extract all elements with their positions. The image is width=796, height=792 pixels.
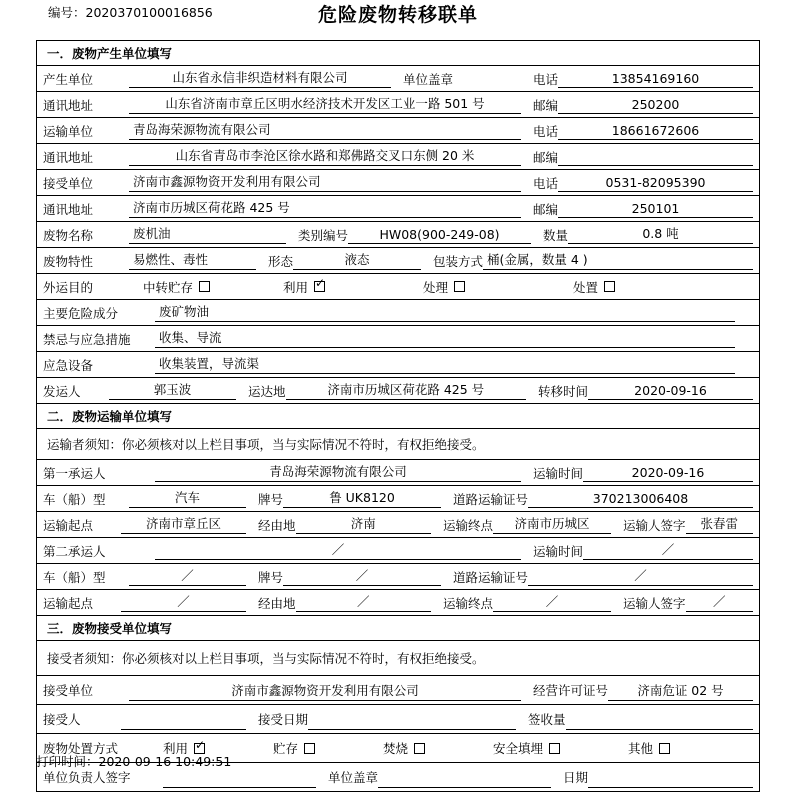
label-producer-phone: 电话: [533, 71, 559, 87]
value-carrier1-name: 青岛海荣源物流有限公司: [155, 462, 521, 482]
row-carrier2-vehicle: [37, 564, 759, 590]
label-reception-unit: 接受单位: [43, 683, 94, 698]
label-transport-unit: 运输单位: [43, 123, 94, 139]
option-storage-label: 中转贮存: [143, 279, 194, 295]
label-quantity: 数量: [543, 227, 569, 243]
label-unit-seal-2: 单位盖章: [328, 770, 379, 785]
label-receipt-qty: 签收量: [528, 712, 566, 727]
checkbox-disposal-store[interactable]: [304, 743, 315, 754]
checkbox-storage[interactable]: [199, 281, 210, 292]
row-transport-unit: [37, 118, 759, 144]
label-receiver-address: 通讯地址: [43, 201, 94, 217]
checkbox-treat[interactable]: [454, 281, 465, 292]
label-receiver-unit: 接受单位: [43, 175, 94, 191]
label-category-no: 类别编号: [298, 227, 349, 243]
page-title: 危险废物转移联单: [317, 4, 478, 26]
option-treat-label: 处理: [423, 279, 449, 295]
row-reception-unit: [37, 676, 759, 705]
value-reception-unit: 济南市鑫源物资开发利用有限公司: [129, 681, 521, 701]
value-transport-phone: 18661672606: [558, 122, 753, 140]
label-carrier1-sign: 运输人签字: [623, 517, 686, 533]
label-carrier2-terminus: 运输终点: [443, 595, 494, 611]
document-header: [0, 0, 796, 40]
label-carrier1-road-license: 道路运输证号: [453, 491, 529, 507]
value-carrier2-terminus: ／: [493, 592, 611, 612]
label-transport-address: 通讯地址: [43, 149, 94, 165]
value-receiver-address: 济南市历城区荷花路 425 号: [129, 198, 521, 218]
label-receive-date: 接受日期: [258, 712, 309, 727]
row-transporter-notice: [37, 429, 759, 460]
label-reception-date: 日期: [563, 770, 589, 785]
label-shipper: 发运人: [43, 383, 81, 399]
label-receiver-phone: 电话: [533, 175, 559, 191]
value-producer-postcode: 250200: [558, 96, 753, 114]
row-out-purpose: [37, 274, 759, 300]
label-carrier1-plate-no: 牌号: [258, 491, 284, 507]
value-package-type: 桶(金属，数量 4 ): [483, 250, 753, 270]
value-carrier2-transport-time: ／: [583, 540, 753, 560]
option-disposal-other-label: 其他: [628, 741, 654, 756]
label-producer-address: 通讯地址: [43, 97, 94, 113]
label-receiver-postcode: 邮编: [533, 201, 559, 217]
value-receiver-phone: 0531-82095390: [558, 174, 753, 192]
row-shipper: [37, 378, 759, 404]
label-disposal-method: 废物处置方式: [43, 741, 119, 756]
label-carrier2-plate-no: 牌号: [258, 569, 284, 585]
value-carrier2-via: ／: [296, 592, 431, 612]
section-header-producer: [37, 41, 759, 66]
row-taboo-measures: [37, 326, 759, 352]
row-carrier1-name: [37, 460, 759, 486]
label-carrier1-terminus: 运输终点: [443, 517, 494, 533]
label-out-purpose: 外运目的: [43, 279, 94, 295]
row-transport-address: [37, 144, 759, 170]
row-main-hazard: [37, 300, 759, 326]
value-transfer-time: 2020-09-16: [588, 382, 753, 400]
label-waste-form: 形态: [268, 253, 294, 269]
checkbox-dispose[interactable]: [604, 281, 615, 292]
row-reception-person: [37, 705, 759, 734]
label-transport-phone: 电话: [533, 123, 559, 139]
value-taboo-measures: 收集、导流: [155, 328, 735, 348]
label-package-type: 包装方式: [433, 253, 484, 269]
row-receiver-unit: [37, 170, 759, 196]
row-receiver-notice: [37, 641, 759, 676]
value-reception-person: [121, 712, 246, 730]
value-carrier1-road-license: 370213006408: [528, 490, 753, 508]
value-carrier2-origin: ／: [121, 592, 246, 612]
value-carrier1-via: 济南: [296, 514, 431, 534]
label-waste-property: 废物特性: [43, 253, 94, 269]
row-carrier2-name: [37, 538, 759, 564]
label-carrier2-sign: 运输人签字: [623, 595, 686, 611]
checkbox-disposal-landfill[interactable]: [549, 743, 560, 754]
section-header-transport: [37, 404, 759, 429]
document-number-label: 编号：: [48, 5, 86, 20]
value-transport-postcode: [558, 148, 753, 166]
label-emergency-equip: 应急设备: [43, 357, 94, 373]
row-waste-property: [37, 248, 759, 274]
value-waste-form: 液态: [293, 250, 421, 270]
value-waste-name: 废机油: [129, 224, 286, 244]
option-disposal-incinerate-label: 焚烧: [383, 741, 409, 756]
section-2-label: 二．废物运输单位填写: [47, 409, 173, 424]
value-carrier1-vehicle-type: 汽车: [129, 488, 246, 508]
label-waste-name: 废物名称: [43, 227, 94, 243]
option-dispose-label: 处置: [573, 279, 599, 295]
option-utilize[interactable]: [283, 278, 325, 296]
value-shipper: 郭玉波: [109, 380, 236, 400]
value-carrier2-road-license: ／: [528, 566, 753, 586]
label-carrier1-transport-time: 运输时间: [533, 465, 584, 481]
row-carrier1-vehicle: [37, 486, 759, 512]
label-reception-person: 接受人: [43, 712, 81, 727]
value-transport-address: 山东省青岛市李沧区徐水路和郑佛路交叉口东侧 20 米: [129, 146, 521, 166]
label-responsible-sign: 单位负责人签字: [43, 770, 131, 785]
value-carrier2-name: ／: [155, 540, 521, 560]
value-receiver-postcode: 250101: [558, 200, 753, 218]
row-receiver-address: [37, 196, 759, 222]
value-transport-unit: 青岛海荣源物流有限公司: [129, 120, 521, 140]
label-carrier1-origin: 运输起点: [43, 517, 94, 533]
value-producer-phone: 13854169160: [558, 70, 753, 88]
label-business-license: 经营许可证号: [533, 683, 609, 698]
value-emergency-equip: 收集装置，导流渠: [155, 354, 735, 374]
label-carrier2-via: 经由地: [258, 595, 296, 611]
value-carrier1-transport-time: 2020-09-16: [583, 464, 753, 482]
option-disposal-utilize-label: 利用: [163, 741, 189, 756]
receiver-notice: 接受者须知：你必须核对以上栏目事项，当与实际情况不符时，有权拒绝接受。: [47, 651, 485, 666]
label-transport-postcode: 邮编: [533, 149, 559, 165]
value-carrier1-sign: 张春雷: [686, 514, 753, 534]
row-carrier1-route: [37, 512, 759, 538]
print-time-value: 2020-09-16 10:49:51: [98, 754, 232, 769]
value-producer-address: 山东省济南市章丘区明水经济技术开发区工业一路 501 号: [129, 94, 521, 114]
section-3-label: 三．废物接受单位填写: [47, 621, 173, 636]
label-carrier1: 第一承运人: [43, 465, 106, 481]
document-number-value: 2020370100016856: [85, 5, 213, 20]
value-waste-property: 易燃性、毒性: [129, 250, 256, 270]
label-taboo-measures: 禁忌与应急措施: [43, 331, 131, 347]
option-utilize-label: 利用: [283, 279, 309, 295]
label-unit-seal-1: 单位盖章: [403, 71, 454, 87]
row-producer-address: [37, 92, 759, 118]
value-business-license: 济南危证 02 号: [608, 681, 753, 701]
option-disposal-store-label: 贮存: [273, 741, 299, 756]
row-producer-unit: [37, 66, 759, 92]
value-unit-seal-2: [378, 770, 551, 788]
checkbox-disposal-other[interactable]: [659, 743, 670, 754]
value-carrier2-plate-no: ／: [283, 566, 441, 586]
value-quantity: 0.8 吨: [568, 224, 753, 244]
value-responsible-sign: [163, 770, 316, 788]
option-dispose[interactable]: [573, 278, 615, 296]
label-destination: 运达地: [248, 383, 286, 399]
value-category-no: HW08(900-249-08): [348, 226, 531, 244]
checkbox-disposal-incinerate[interactable]: [414, 743, 425, 754]
option-disposal-landfill-label: 安全填埋: [493, 741, 544, 756]
label-transfer-time: 转移时间: [538, 383, 589, 399]
value-main-hazard: 废矿物油: [155, 302, 735, 322]
value-carrier1-terminus: 济南市历城区: [493, 514, 611, 534]
option-disposal-landfill[interactable]: [493, 739, 560, 757]
option-storage[interactable]: [143, 278, 210, 296]
section-header-reception: [37, 616, 759, 641]
label-carrier1-via: 经由地: [258, 517, 296, 533]
row-waste-name: [37, 222, 759, 248]
option-disposal-incinerate[interactable]: [383, 739, 425, 757]
section-1-label: 一．废物产生单位填写: [47, 46, 173, 61]
row-emergency-equip: [37, 352, 759, 378]
transporter-notice: 运输者须知：你必须核对以上栏目事项，当与实际情况不符时，有权拒绝接受。: [47, 437, 485, 452]
value-reception-date: [588, 770, 753, 788]
value-carrier2-vehicle-type: ／: [129, 566, 246, 586]
value-destination: 济南市历城区荷花路 425 号: [286, 380, 526, 400]
value-carrier1-plate-no: 鲁 UK8120: [283, 488, 441, 508]
value-receipt-qty: [566, 712, 753, 730]
option-treat[interactable]: [423, 278, 465, 296]
row-carrier2-route: [37, 590, 759, 616]
label-producer-postcode: 邮编: [533, 97, 559, 113]
manifest-table: [36, 40, 760, 792]
print-time-label: 打印时间：: [36, 754, 99, 769]
value-producer-unit: 山东省永信非织造材料有限公司: [129, 68, 391, 88]
value-carrier2-sign: ／: [686, 592, 753, 612]
option-disposal-store[interactable]: [273, 739, 315, 757]
value-receiver-unit: 济南市鑫源物资开发利用有限公司: [129, 172, 521, 192]
label-carrier1-vehicle-type: 车（船）型: [43, 491, 106, 507]
checkbox-utilize[interactable]: [314, 281, 325, 292]
print-time: [36, 752, 231, 770]
option-disposal-other[interactable]: [628, 739, 670, 757]
label-carrier2-vehicle-type: 车（船）型: [43, 569, 106, 585]
label-carrier2: 第二承运人: [43, 543, 106, 559]
value-receive-date: [308, 712, 516, 730]
label-carrier2-transport-time: 运输时间: [533, 543, 584, 559]
value-carrier1-origin: 济南市章丘区: [121, 514, 246, 534]
label-main-hazard: 主要危险成分: [43, 305, 119, 321]
label-producer-unit: 产生单位: [43, 71, 94, 87]
label-carrier2-road-license: 道路运输证号: [453, 569, 529, 585]
label-carrier2-origin: 运输起点: [43, 595, 94, 611]
